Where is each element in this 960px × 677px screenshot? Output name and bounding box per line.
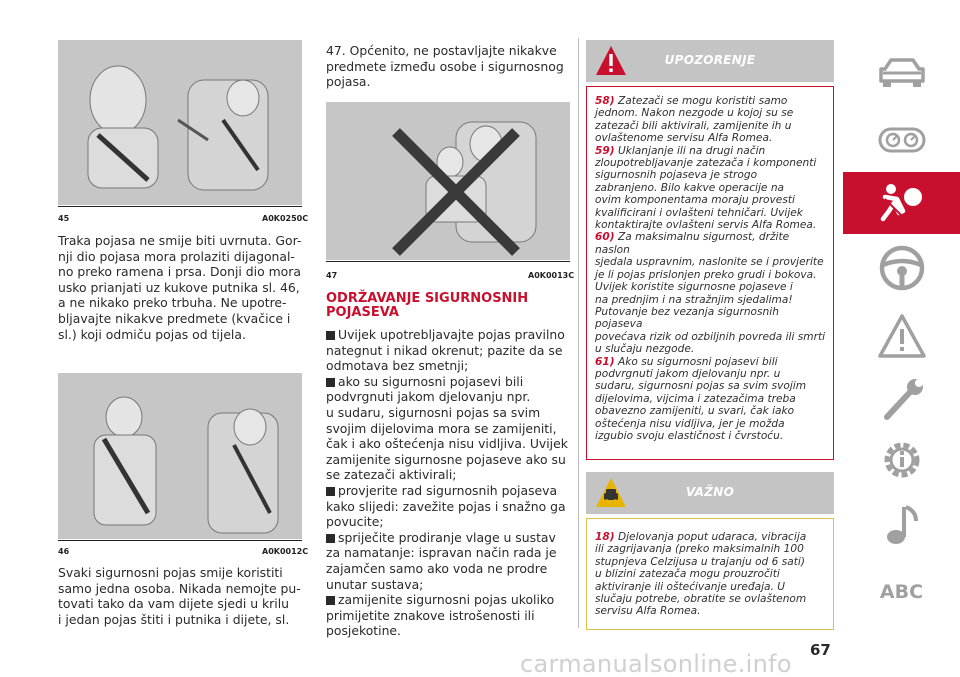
column-divider [578,38,579,628]
car-icon [877,55,927,89]
gear-info-icon [877,435,927,485]
warning-banner [586,40,834,82]
list-item-continuation: za namatanje: ispravan način rada je zajamčen samo ako voda ne prodre unutar sustava; [326,545,557,592]
chapter-sidebar [843,0,960,677]
warning-title: UPOZORENJE [664,53,756,67]
note-title: VAŽNO [685,485,735,499]
figure-45-number: 45 [58,214,70,223]
figure-45-rule [58,206,302,207]
sidebar-item-warning[interactable] [843,308,960,364]
figure-46-illustration [58,373,302,539]
list-item: Uvijek upotrebljavajte pojas pravilno [326,327,578,343]
figure-46-rule [58,540,302,541]
list-item-continuation: podvrgnuti jakom djelovanju npr. u sudaru, sigurnosni pojas sa svim svojim dijelovima mora se zamijeniti, čak i ako oštećenja nisu vidljiva. Uvijek zamijenite sigurnosne pojaseve ako su se zatezači aktivirali; [326,389,568,483]
list-item-continuation: primijetite znakove istrošenosti ili posjekotine. [326,607,535,639]
square-bullet-icon [326,596,335,605]
list-item: spriječite prodiranje vlage u sustav [326,530,578,546]
sidebar-item-steering[interactable] [843,240,960,296]
note-item-18: 18) Djelovanja poput udaraca, vibracija ili zagrijavanja (preko maksimalnih 100 stupnjeva Celzijusa u trajanju od 6 sati) u blizini zatezača mogu prouzročiti aktiviranje ili oštećivanje uređaja. U slučaju potrebe, obratite se ovlaštenom servisu Alfa Romea. [595,531,807,618]
note-box [586,518,834,630]
watermark: carmanualsonline.info [520,650,792,677]
sidebar-item-index[interactable] [843,564,960,620]
sidebar-item-maintenance[interactable] [843,372,960,428]
steering-wheel-icon [877,243,927,293]
list-item-continuation: kako slijedi: zavežite pojas i snažno ga povucite; [326,498,566,530]
sidebar-item-car[interactable] [843,44,960,100]
airbag-seat-icon [877,181,927,225]
paragraph-belt-position: Traka pojasa ne smije biti uvrnuta. Gor- nji dio pojasa mora prolaziti dijagonal- no preko ramena i prsa. Donji dio mora usko prianjati uz kukove putnika sl. 46, a ne nikako preko trbuha. Ne upotre- bljavajte nikakve predmete (kvačice i sl.) koji odmiču pojas od tijela. [58,233,302,342]
dashboard-icon [877,123,927,157]
square-bullet-icon [326,534,335,543]
paragraph-one-person: Svaki sigurnosni pojas smije koristiti samo jedna osoba. Nikada nemojte pu- tovati tako da vam dijete sjedi u krilu i jedan pojas štiti i putnika i dijete, sl. [58,565,301,627]
figure-47-illustration [326,102,570,260]
square-bullet-icon [326,378,335,387]
sidebar-item-safety[interactable] [843,172,960,234]
figure-47-rule [326,261,570,262]
figure-47 [326,102,570,260]
figure-47-code: A0K0013C [528,271,575,280]
music-note-icon [882,501,922,547]
square-bullet-icon [326,331,335,340]
figure-47-number: 47 [326,271,338,280]
warning-item-61: 61) Ako su sigurnosni pojasevi bili podvrgnuti jakom djelovanju npr. u sudaru, sigurnosni pojas sa svim svojim dijelovima, vijcima i zatezačima treba obavezno zamijeniti, u svari, čak iako oštećenja nisu vidljiva, jer je možda izgubio svoju elastičnost i čvrstoću. [595,355,807,442]
maintenance-list [326,327,578,639]
page-number: 67 [810,641,831,659]
figure-45-illustration [58,40,302,205]
sidebar-item-multimedia[interactable] [843,496,960,552]
warning-item-60: 60) Za maksimalnu sigurnost, držite naslon sjedala uspravnim, naslonite se i provjerite je li pojas prislonjen preko grudi i bokova. Uvijek koristite sigurnosne pojaseve i na prednjim i na stražnjim sjedalima! Putovanje bez vezanja sigurnosnih pojaseva povećava rizik od ozbiljnih povreda ili smrti u slučaju nezgode. [595,231,826,356]
abc-index-label: ABC [879,581,924,603]
sidebar-item-technical[interactable] [843,432,960,488]
list-item-continuation: nategnut i nikad okrenut; pazite da se odmotava bez smetnji; [326,342,563,374]
warning-item-59: 59) Uklanjanje ili na drugi način zloupotrebljavanje zatezača i komponenti sigurnosnih pojaseva je strogo zabranjeno. Bilo kakve operacije na ovim komponentama moraju provesti kvalificirani i ovlašteni tehničari. Uvijek kontaktirajte ovlašteni servis Alfa Romea. [595,144,817,232]
figure-45 [58,40,302,205]
list-item: zamijenite sigurnosni pojas ukoliko [326,592,578,608]
figure-45-code: A0K0250C [262,214,309,223]
sidebar-item-dashboard[interactable] [843,112,960,168]
note-banner [586,472,834,514]
figure-46-number: 46 [58,547,70,556]
paragraph-no-objects: 47. Općenito, ne postavljajte nikakve predmete između osobe i sigurnosnog pojasa. [326,43,564,90]
figure-46-code: A0K0012C [262,547,309,556]
warning-item-58: 58) Zatezači se mogu koristiti samo jednom. Nakon nezgode u kojoj su se zatezači bili aktivirali, zamijenite ih u ovlaštenome servisu Alfa Romea. [595,95,794,145]
warning-triangle-icon [877,313,927,359]
list-item: ako su sigurnosni pojasevi bili [326,374,578,390]
warning-box [586,86,834,460]
square-bullet-icon [326,487,335,496]
list-item: provjerite rad sigurnosnih pojaseva [326,483,578,499]
section-title-maintenance: ODRŽAVANJE SIGURNOSNIH POJASEVA [326,291,529,320]
figure-46 [58,373,302,539]
wrench-icon [877,375,927,425]
